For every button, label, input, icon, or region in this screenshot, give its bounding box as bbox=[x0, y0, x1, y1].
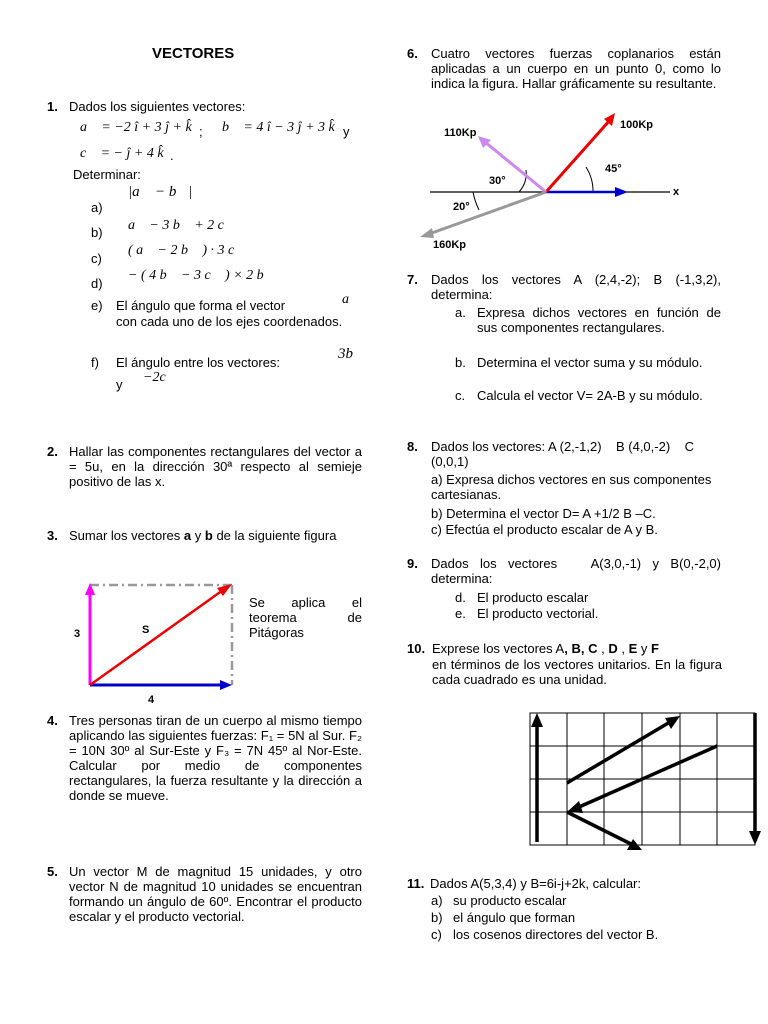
q1-vector-a: a⃗ = −2 î + 3 ĵ + k̂ bbox=[80, 120, 192, 135]
q3-text-pre: Sumar los vectores bbox=[69, 528, 181, 543]
q1-item-a-expr: |a⃗ − b⃗| bbox=[128, 184, 193, 200]
q9-item-e-text: El producto vectorial. bbox=[477, 606, 599, 621]
q7-item-b-text: Determina el vector suma y su módulo. bbox=[477, 355, 703, 370]
q1-item-b-label: b) bbox=[91, 225, 103, 240]
q8-part-a: a) Expresa dichos vectores en sus componentes cartesianas. bbox=[431, 472, 712, 502]
q3-vector-b: b bbox=[204, 528, 213, 543]
q1-item-f-vector1: 3b⃗ bbox=[338, 346, 365, 362]
q3-label-4: 4 bbox=[148, 694, 155, 706]
q4-number: 4. bbox=[47, 713, 58, 728]
q10-vector-b: , B, bbox=[564, 641, 585, 656]
q6-number: 6. bbox=[407, 46, 418, 61]
q3-label-3: 3 bbox=[74, 628, 81, 640]
q6-label-100: 100Kp bbox=[620, 119, 654, 131]
q6-vector-160 bbox=[429, 192, 546, 234]
q1-item-a-label: a) bbox=[91, 200, 103, 215]
q7-item-a-text: Expresa dichos vectores en función de sus componentes rectangulares. bbox=[477, 305, 721, 335]
q6-figure bbox=[415, 110, 705, 260]
q8-part-b: b) Determina el vector D= A +1/2 B –C. bbox=[431, 506, 656, 521]
q5-number: 5. bbox=[47, 864, 58, 879]
q9-item-d-label: d. bbox=[455, 590, 466, 605]
q3-text bbox=[69, 528, 362, 543]
q1-period: . bbox=[170, 148, 174, 163]
q1-item-e-text2: con cada uno de los ejes coordenados. bbox=[116, 314, 343, 329]
q6-arc-45 bbox=[586, 167, 593, 192]
q10-text-1: Exprese los vectores A bbox=[432, 641, 565, 656]
q1-item-c-label: c) bbox=[91, 251, 102, 266]
q1-item-e-text: El ángulo que forma el vector bbox=[116, 298, 286, 313]
q6-arrowhead-160 bbox=[420, 228, 434, 238]
q10-number: 10. bbox=[407, 641, 426, 656]
q4-text: Tres personas tiran de un cuerpo al mismo tiempo aplicando las siguientes fuerzas: F₁ = 5N al Sur. F₂ = 10N 30º al Sur-Este y F₃ = 7N 45º al Nor-Este. Calcular por medio de componentes rectangulares, la fuerza resultante y la dirección a donde se mueve. bbox=[69, 713, 362, 803]
q8-part-c: c) Efectúa el producto escalar de A y B. bbox=[431, 522, 658, 537]
q9-number: 9. bbox=[407, 556, 418, 571]
q3-y: y bbox=[194, 528, 202, 543]
q1-item-e-vector: a⃗ bbox=[342, 292, 360, 307]
q3-vector-s bbox=[90, 590, 223, 685]
q7-item-a-label: a. bbox=[455, 305, 466, 320]
q1-text: Dados los siguientes vectores: bbox=[69, 99, 246, 114]
q6-label-160: 160Kp bbox=[433, 239, 467, 251]
q10-comma-2: , bbox=[621, 641, 625, 656]
q6-label-45: 45° bbox=[605, 163, 622, 175]
q6-vector-100 bbox=[546, 120, 610, 192]
q10-arrowhead-a bbox=[531, 713, 543, 727]
q7-item-c-text: Calcula el vector V= 2A-B y su módulo. bbox=[477, 388, 703, 403]
q1-vector-c: c⃗ = − ĵ + 4 k̂ bbox=[80, 146, 164, 161]
q10-vector-d-line bbox=[567, 812, 633, 845]
q11-item-a-text: su producto escalar bbox=[453, 893, 567, 908]
q6-axis-label: x bbox=[673, 186, 680, 198]
q11-number: 11. bbox=[407, 876, 425, 891]
q1-item-f-y: y bbox=[116, 377, 123, 392]
q1-number: 1. bbox=[47, 99, 58, 114]
q11-item-b-text: el ángulo que forman bbox=[453, 910, 576, 925]
q10-arrowhead-e bbox=[749, 831, 761, 845]
q3-label-s: S bbox=[142, 624, 150, 636]
q1-vector-b: b⃗ = 4 î − 3 ĵ + 3 k̂ bbox=[222, 120, 335, 135]
q10-text-3: en términos de los vectores unitarios. En la figura cada cuadrado es una unidad. bbox=[432, 657, 722, 687]
q9-text: Dados los vectores A(3,0,-1) y B(0,-2,0) determina: bbox=[431, 556, 725, 586]
q6-arc-20 bbox=[473, 192, 479, 210]
q10-grid-figure bbox=[525, 708, 768, 856]
q10-text-line1 bbox=[432, 641, 722, 656]
q9-item-d-text: El producto escalar bbox=[477, 590, 589, 605]
q3-text-post: de la siguiente figura bbox=[216, 528, 337, 543]
q3-vector-a: a bbox=[183, 528, 192, 543]
q10-vector-e: E bbox=[628, 641, 638, 656]
q6-text: Cuatro vectores fuerzas coplanarios están aplicadas a un cuerpo en un punto 0, como lo indica la figura. Hallar gráficamente su resultante. bbox=[431, 46, 721, 91]
q1-item-d-expr: − ( 4 b⃗ − 3 c⃗ ) × 2 b⃗ bbox=[128, 268, 275, 283]
q8-text: Dados los vectores: A (2,-1,2) B (4,0,-2) C (0,0,1) bbox=[431, 439, 698, 469]
q10-vector-c: C bbox=[588, 641, 598, 656]
q11-item-b-label: b) bbox=[431, 910, 443, 925]
q1-item-f-vector2: −2c⃗ bbox=[143, 370, 177, 385]
q1-item-f-label: f) bbox=[91, 355, 99, 370]
q11-text: Dados A(5,3,4) y B=6i-j+2k, calcular: bbox=[430, 876, 641, 891]
q10-vector-f: F bbox=[651, 641, 659, 656]
q1-item-e-label: e) bbox=[91, 298, 103, 313]
q1-y: y bbox=[343, 124, 350, 139]
q1-item-d-label: d) bbox=[91, 276, 103, 291]
q6-label-110: 110Kp bbox=[444, 127, 477, 139]
q1-item-c-expr: ( a⃗ − 2 b⃗ ) · 3 c⃗ bbox=[128, 243, 246, 258]
q8-number: 8. bbox=[407, 439, 418, 454]
q6-arrowhead-x bbox=[615, 187, 628, 197]
q3-note: Se aplica el teorema de Pitágoras bbox=[249, 595, 362, 640]
q11-item-c-text: los cosenos directores del vector B. bbox=[453, 927, 659, 942]
q1-item-b-expr: a⃗ − 3 b⃗ + 2 c⃗ bbox=[128, 218, 235, 233]
q10-comma-1: , bbox=[601, 641, 605, 656]
q10-vector-d: D bbox=[608, 641, 618, 656]
q6-label-30: 30° bbox=[489, 175, 506, 187]
q5-text: Un vector M de magnitud 15 unidades, y otro vector N de magnitud 10 unidades se encuentran formando un ángulo de 60º. Encontrar el producto escalar y el producto vectorial. bbox=[69, 864, 362, 924]
q3-arrowhead-4 bbox=[220, 680, 232, 690]
q9-item-e-label: e. bbox=[455, 606, 466, 621]
q7-number: 7. bbox=[407, 272, 418, 287]
q7-item-b-label: b. bbox=[455, 355, 466, 370]
q3-figure bbox=[68, 575, 248, 710]
q1-determinar: Determinar: bbox=[73, 167, 141, 182]
q6-label-20: 20° bbox=[453, 201, 470, 213]
q1-separator: ; bbox=[199, 124, 203, 139]
page-title: VECTORES bbox=[152, 45, 235, 62]
q7-text: Dados los vectores A (2,4,-2); B (-1,3,2), determina: bbox=[431, 272, 721, 302]
q2-number: 2. bbox=[47, 444, 58, 459]
q2-text: Hallar las componentes rectangulares del vector a = 5u, en la dirección 30ª respecto al semieje positivo de las x. bbox=[69, 444, 362, 489]
q10-vector-c-line bbox=[579, 746, 717, 807]
q11-item-a-label: a) bbox=[431, 893, 443, 908]
q10-arrowhead-c bbox=[567, 801, 583, 813]
q10-y: y bbox=[640, 641, 648, 656]
q7-item-c-label: c. bbox=[455, 388, 466, 403]
q1-item-f-text: El ángulo entre los vectores: bbox=[116, 355, 281, 370]
q11-item-c-label: c) bbox=[431, 927, 442, 942]
q3-number: 3. bbox=[47, 528, 58, 543]
